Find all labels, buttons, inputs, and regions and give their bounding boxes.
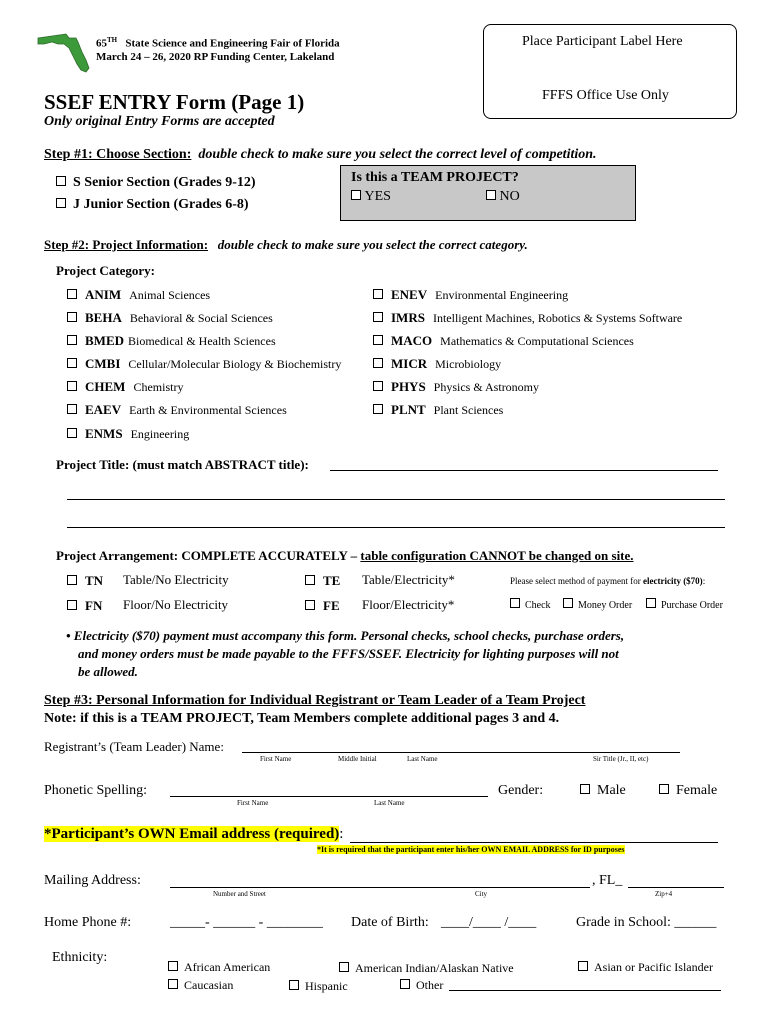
checkbox-icon[interactable] — [373, 289, 383, 299]
arrangement-te[interactable]: TE — [305, 572, 340, 590]
electricity-note-3: be allowed. — [78, 664, 138, 679]
category-item[interactable]: PHYS Physics & Astronomy — [373, 378, 539, 396]
home-phone-label: Home Phone #: — [44, 915, 132, 930]
category-item[interactable]: BEHA Behavioral & Social Sciences — [67, 309, 273, 327]
step1-heading: Step #1: Choose Section: double check to make sure you select the correct level of competition. — [44, 147, 597, 162]
project-title-field[interactable] — [330, 470, 718, 471]
checkbox-icon[interactable] — [373, 358, 383, 368]
arrangement-label: Project Arrangement: COMPLETE ACCURATELY – table configuration CANNOT be changed on site. — [56, 548, 634, 563]
checkbox-icon[interactable] — [67, 404, 77, 414]
checkbox-icon[interactable] — [578, 961, 588, 971]
state-text: , FL_ — [592, 873, 623, 888]
first-name-caption: First Name — [260, 755, 292, 763]
checkbox-icon[interactable] — [373, 381, 383, 391]
senior-option[interactable]: S Senior Section (Grades 9-12) — [56, 175, 256, 191]
eth-amind[interactable]: American Indian/Alaskan Native — [339, 961, 514, 976]
checkbox-icon[interactable] — [580, 784, 590, 794]
payment-prompt: Please select method of payment for electricity ($70): — [510, 576, 706, 586]
street-caption: Number and Street — [213, 890, 266, 898]
page-title: SSEF ENTRY Form (Page 1) — [44, 90, 305, 114]
checkbox-icon[interactable] — [486, 190, 496, 200]
email-note: *It is required that the participant enter his/her OWN EMAIL ADDRESS for ID purposes — [317, 845, 625, 854]
fair-dates: March 24 – 26, 2020 RP Funding Center, Lakeland — [96, 51, 335, 63]
mailing-label: Mailing Address: — [44, 873, 141, 888]
zip-field[interactable] — [628, 887, 724, 888]
pay-check[interactable]: Check — [510, 598, 551, 611]
sir-title-caption: Sir Title (Jr., II, etc) — [593, 755, 649, 763]
checkbox-icon[interactable] — [305, 575, 315, 585]
fair-title: 65TH State Science and Engineering Fair of Florida — [96, 36, 340, 50]
category-label: Project Category: — [56, 263, 156, 278]
team-no[interactable]: NO — [486, 189, 520, 205]
checkbox-icon[interactable] — [168, 961, 178, 971]
dob-field[interactable]: ____/____ /____ — [441, 915, 537, 930]
arrangement-fe-label: Floor/Electricity* — [362, 597, 455, 612]
project-title-line-2[interactable] — [67, 499, 725, 500]
electricity-note-2: and money orders must be made payable to the FFFS/SSEF. Electricity for lighting purposes will not — [78, 646, 619, 661]
checkbox-icon[interactable] — [305, 600, 315, 610]
registrant-label: Registrant’s (Team Leader) Name: — [44, 739, 224, 754]
eth-other-field[interactable] — [449, 990, 721, 991]
office-use-text: FFFS Office Use Only — [542, 88, 669, 103]
category-item[interactable]: ENMS Engineering — [67, 425, 189, 443]
category-item[interactable]: BMED Biomedical & Health Sciences — [67, 332, 276, 350]
category-item[interactable]: EAEV Earth & Environmental Sciences — [67, 401, 287, 419]
checkbox-icon[interactable] — [67, 381, 77, 391]
eth-other[interactable]: Other — [400, 978, 443, 993]
step2-heading: Step #2: Project Information: double check to make sure you select the correct category. — [44, 237, 528, 252]
checkbox-icon[interactable] — [67, 289, 77, 299]
checkbox-icon[interactable] — [646, 598, 656, 608]
gender-male[interactable]: Male — [580, 783, 626, 799]
email-field[interactable] — [350, 842, 718, 843]
phonetic-label: Phonetic Spelling: — [44, 783, 148, 798]
checkbox-icon[interactable] — [373, 404, 383, 414]
florida-map-icon — [36, 30, 92, 74]
arrangement-fn-label: Floor/No Electricity — [123, 597, 229, 612]
checkbox-icon[interactable] — [67, 575, 77, 585]
category-item[interactable]: CMBI Cellular/Molecular Biology & Biochemistry — [67, 355, 341, 373]
last-name-caption: Last Name — [407, 755, 438, 763]
grade-label[interactable]: Grade in School: ______ — [576, 915, 717, 930]
gender-female[interactable]: Female — [659, 783, 717, 799]
checkbox-icon[interactable] — [168, 979, 178, 989]
registrant-name-field[interactable] — [242, 752, 680, 753]
category-item[interactable]: ANIM Animal Sciences — [67, 286, 210, 304]
electricity-note: • Electricity ($70) payment must accompany this form. Personal checks, school checks, purchase orders, — [66, 628, 625, 643]
ethnicity-label: Ethnicity: — [52, 950, 108, 965]
junior-option[interactable]: J Junior Section (Grades 6-8) — [56, 197, 249, 213]
pay-purchase-order[interactable]: Purchase Order — [646, 598, 723, 611]
checkbox-icon[interactable] — [351, 190, 361, 200]
city-caption: City — [475, 890, 488, 898]
checkbox-icon[interactable] — [339, 962, 349, 972]
project-title-label: Project Title: (must match ABSTRACT title): — [56, 457, 309, 472]
category-item[interactable]: ENEV Environmental Engineering — [373, 286, 568, 304]
checkbox-icon[interactable] — [56, 198, 66, 208]
arrangement-fe[interactable]: FE — [305, 597, 340, 615]
home-phone-field[interactable]: _____- ______ - ________ — [170, 915, 323, 930]
phonetic-field[interactable] — [170, 796, 488, 797]
checkbox-icon[interactable] — [373, 335, 383, 345]
checkbox-icon[interactable] — [510, 598, 520, 608]
eth-asian[interactable]: Asian or Pacific Islander — [578, 960, 713, 975]
step3-heading: Step #3: Personal Information for Individual Registrant or Team Leader of a Team Project — [44, 693, 586, 708]
checkbox-icon[interactable] — [56, 176, 66, 186]
checkbox-icon[interactable] — [67, 335, 77, 345]
checkbox-icon[interactable] — [67, 600, 77, 610]
arrangement-fn[interactable]: FN — [67, 597, 102, 615]
checkbox-icon[interactable] — [67, 428, 77, 438]
category-item[interactable]: IMRS Intelligent Machines, Robotics & Systems Software — [373, 309, 682, 327]
checkbox-icon[interactable] — [373, 312, 383, 322]
category-item[interactable]: MACO Mathematics & Computational Sciences — [373, 332, 634, 350]
arrangement-tn-label: Table/No Electricity — [123, 572, 229, 587]
label-box-text: Place Participant Label Here — [522, 34, 683, 49]
page-subtitle: Only original Entry Forms are accepted — [44, 114, 275, 129]
checkbox-icon[interactable] — [563, 598, 573, 608]
checkbox-icon[interactable] — [659, 784, 669, 794]
mailing-street-field[interactable] — [170, 887, 590, 888]
arrangement-tn[interactable]: TN — [67, 572, 103, 590]
category-item[interactable]: CHEM Chemistry — [67, 378, 183, 396]
gender-label: Gender: — [498, 783, 544, 798]
step3-note: Note: if this is a TEAM PROJECT, Team Members complete additional pages 3 and 4. — [44, 711, 560, 726]
dob-label: Date of Birth: — [351, 915, 429, 930]
checkbox-icon[interactable] — [289, 980, 299, 990]
phonetic-first-caption: First Name — [237, 799, 269, 807]
team-question: Is this a TEAM PROJECT? — [351, 170, 519, 185]
checkbox-icon[interactable] — [67, 358, 77, 368]
checkbox-icon[interactable] — [67, 312, 77, 322]
middle-initial-caption: Middle Initial — [338, 755, 377, 763]
zip-caption: Zip+4 — [655, 890, 673, 898]
checkbox-icon[interactable] — [400, 979, 410, 989]
eth-african[interactable]: African American — [168, 960, 270, 975]
category-item[interactable]: MICR Microbiology — [373, 355, 501, 373]
email-label: *Participant’s OWN Email address (required): — [44, 826, 344, 842]
arrangement-te-label: Table/Electricity* — [362, 572, 455, 587]
pay-money-order[interactable]: Money Order — [563, 598, 632, 611]
eth-caucasian[interactable]: Caucasian — [168, 978, 233, 993]
project-title-line-3[interactable] — [67, 527, 725, 528]
phonetic-last-caption: Last Name — [374, 799, 405, 807]
eth-hispanic[interactable]: Hispanic — [289, 979, 348, 994]
category-item[interactable]: PLNT Plant Sciences — [373, 401, 503, 419]
team-yes[interactable]: YES — [351, 189, 391, 205]
